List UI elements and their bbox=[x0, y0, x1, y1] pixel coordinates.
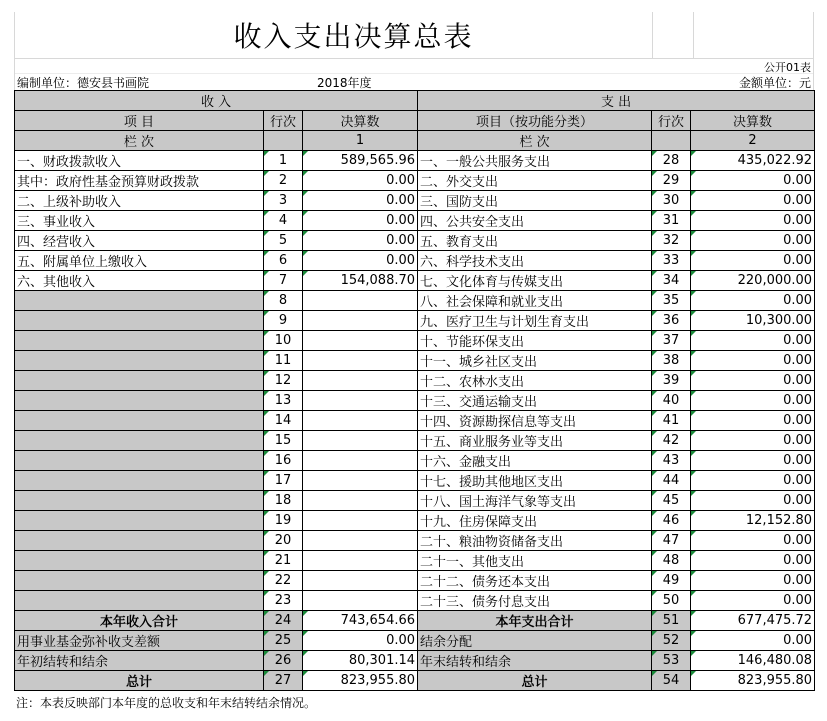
expense-row-number[interactable]: 35 bbox=[652, 291, 691, 311]
income-amount[interactable] bbox=[303, 591, 418, 611]
expense-item[interactable]: 十二、农林水支出 bbox=[418, 371, 652, 391]
expense-header[interactable]: 支 出 bbox=[418, 91, 815, 111]
expense-row-number[interactable]: 50 bbox=[652, 591, 691, 611]
income-row-number[interactable]: 5 bbox=[264, 231, 303, 251]
table-row bbox=[15, 211, 815, 231]
income-row-number[interactable]: 20 bbox=[264, 531, 303, 551]
table-row bbox=[15, 391, 815, 411]
income-amount[interactable]: 0.00 bbox=[303, 191, 418, 211]
title-cell[interactable] bbox=[15, 12, 653, 58]
income-amount[interactable] bbox=[303, 511, 418, 531]
expense-item[interactable]: 九、医疗卫生与计划生育支出 bbox=[418, 311, 652, 331]
income-amount[interactable]: 589,565.96 bbox=[303, 151, 418, 171]
expense-item[interactable]: 十三、交通运输支出 bbox=[418, 391, 652, 411]
expense-amount[interactable]: 0.00 bbox=[691, 411, 815, 431]
expense-amount[interactable]: 0.00 bbox=[691, 211, 815, 231]
expense-amount[interactable]: 0.00 bbox=[691, 571, 815, 591]
expense-item[interactable]: 十七、援助其他地区支出 bbox=[418, 471, 652, 491]
expense-row-number[interactable]: 53 bbox=[652, 651, 691, 671]
income-amount[interactable]: 0.00 bbox=[303, 211, 418, 231]
expense-item[interactable]: 二十三、债务付息支出 bbox=[418, 591, 652, 611]
expense-item[interactable]: 十四、资源勘探信息等支出 bbox=[418, 411, 652, 431]
table-row bbox=[15, 251, 815, 271]
expense-item[interactable]: 五、教育支出 bbox=[418, 231, 652, 251]
expense-item[interactable]: 七、文化体育与传媒支出 bbox=[418, 271, 652, 291]
table-row bbox=[15, 431, 815, 451]
form-code: 公开01表 bbox=[764, 61, 811, 74]
expense-item[interactable]: 六、科学技术支出 bbox=[418, 251, 652, 271]
expense-item[interactable]: 十五、商业服务业等支出 bbox=[418, 431, 652, 451]
summary-row bbox=[15, 651, 815, 671]
table-row bbox=[15, 311, 815, 331]
expense-row-number[interactable]: 42 bbox=[652, 431, 691, 451]
table-row bbox=[15, 571, 815, 591]
summary-row bbox=[15, 631, 815, 651]
expense-row-number[interactable]: 40 bbox=[652, 391, 691, 411]
income-row-number[interactable]: 9 bbox=[264, 311, 303, 331]
income-item[interactable]: 二、上级补助收入 bbox=[15, 191, 264, 211]
table-row bbox=[15, 551, 815, 571]
income-row-number[interactable]: 7 bbox=[264, 271, 303, 291]
table-row bbox=[15, 171, 815, 191]
budget-table bbox=[14, 90, 815, 691]
income-header[interactable]: 收 入 bbox=[15, 91, 418, 111]
form-code-row bbox=[15, 59, 813, 74]
expense-item[interactable]: 八、社会保障和就业支出 bbox=[418, 291, 652, 311]
unit-label: 编制单位：德安县书画院 bbox=[17, 75, 150, 90]
income-amount[interactable]: 743,654.66 bbox=[303, 611, 418, 631]
expense-amount[interactable]: 0.00 bbox=[691, 251, 815, 271]
expense-amount[interactable]: 0.00 bbox=[691, 591, 815, 611]
empty-cell[interactable] bbox=[264, 131, 303, 151]
income-item[interactable]: 五、附属单位上缴收入 bbox=[15, 251, 264, 271]
expense-item[interactable]: 四、公共安全支出 bbox=[418, 211, 652, 231]
income-item[interactable] bbox=[15, 571, 264, 591]
income-amount[interactable]: 0.00 bbox=[303, 251, 418, 271]
income-row-number[interactable]: 10 bbox=[264, 331, 303, 351]
income-row-number[interactable]: 25 bbox=[264, 631, 303, 651]
expense-amount[interactable]: 220,000.00 bbox=[691, 271, 815, 291]
income-item[interactable] bbox=[15, 431, 264, 451]
empty-cell[interactable] bbox=[694, 12, 813, 58]
expense-amount[interactable]: 0.00 bbox=[691, 491, 815, 511]
income-amount[interactable] bbox=[303, 531, 418, 551]
expense-amount[interactable]: 0.00 bbox=[691, 431, 815, 451]
year-label: 2018年度 bbox=[317, 75, 372, 90]
section-header-row bbox=[15, 91, 815, 111]
income-item[interactable]: 三、事业收入 bbox=[15, 211, 264, 231]
income-row-number[interactable]: 1 bbox=[264, 151, 303, 171]
table-row bbox=[15, 151, 815, 171]
expense-item[interactable]: 十九、住房保障支出 bbox=[418, 511, 652, 531]
expense-row-number[interactable]: 48 bbox=[652, 551, 691, 571]
income-item[interactable] bbox=[15, 351, 264, 371]
title-row bbox=[15, 12, 813, 59]
expense-row-number[interactable]: 33 bbox=[652, 251, 691, 271]
income-item[interactable]: 四、经营收入 bbox=[15, 231, 264, 251]
income-row-number[interactable]: 2 bbox=[264, 171, 303, 191]
expense-summary-item[interactable]: 总计 bbox=[418, 671, 652, 691]
income-row-number[interactable]: 22 bbox=[264, 571, 303, 591]
table-row bbox=[15, 291, 815, 311]
income-item[interactable]: 一、财政拨款收入 bbox=[15, 151, 264, 171]
expense-item[interactable]: 十、节能环保支出 bbox=[418, 331, 652, 351]
table-row bbox=[15, 331, 815, 351]
income-row-number[interactable]: 4 bbox=[264, 211, 303, 231]
expense-amount[interactable]: 823,955.80 bbox=[691, 671, 815, 691]
income-amount[interactable] bbox=[303, 551, 418, 571]
col-number-1[interactable]: 1 bbox=[303, 131, 418, 151]
income-item[interactable] bbox=[15, 491, 264, 511]
footer-note: 注：本表反映部门本年度的总收支和年末结转结余情况。 bbox=[16, 696, 317, 710]
summary-row bbox=[15, 671, 815, 691]
expense-amount[interactable]: 435,022.92 bbox=[691, 151, 815, 171]
col-number-2[interactable]: 2 bbox=[691, 131, 815, 151]
income-item[interactable] bbox=[15, 311, 264, 331]
expense-amount[interactable]: 0.00 bbox=[691, 531, 815, 551]
expense-amount[interactable]: 0.00 bbox=[691, 231, 815, 251]
income-row-number[interactable]: 19 bbox=[264, 511, 303, 531]
expense-item[interactable]: 二十、粮油物资储备支出 bbox=[418, 531, 652, 551]
col-expense-item[interactable]: 项目（按功能分类） bbox=[418, 111, 652, 131]
income-amount[interactable]: 0.00 bbox=[303, 231, 418, 251]
table-row bbox=[15, 471, 815, 491]
col-row[interactable]: 行次 bbox=[652, 111, 691, 131]
expense-row-number[interactable]: 49 bbox=[652, 571, 691, 591]
expense-amount[interactable]: 12,152.80 bbox=[691, 511, 815, 531]
income-item[interactable]: 六、其他收入 bbox=[15, 271, 264, 291]
table-row bbox=[15, 411, 815, 431]
income-row-number[interactable]: 14 bbox=[264, 411, 303, 431]
lanci-label[interactable]: 栏 次 bbox=[15, 131, 264, 151]
expense-row-number[interactable]: 41 bbox=[652, 411, 691, 431]
expense-item[interactable]: 三、国防支出 bbox=[418, 191, 652, 211]
income-item[interactable] bbox=[15, 371, 264, 391]
expense-item[interactable]: 二十一、其他支出 bbox=[418, 551, 652, 571]
expense-amount[interactable]: 0.00 bbox=[691, 471, 815, 491]
income-amount[interactable]: 0.00 bbox=[303, 171, 418, 191]
report-sheet bbox=[14, 12, 814, 714]
income-row-number[interactable]: 15 bbox=[264, 431, 303, 451]
income-summary-item[interactable]: 年初结转和结余 bbox=[15, 651, 264, 671]
income-amount[interactable] bbox=[303, 311, 418, 331]
income-row-number[interactable]: 16 bbox=[264, 451, 303, 471]
col-amount[interactable]: 决算数 bbox=[303, 111, 418, 131]
expense-amount[interactable]: 0.00 bbox=[691, 451, 815, 471]
expense-row-number[interactable]: 31 bbox=[652, 211, 691, 231]
income-item[interactable]: 其中：政府性基金预算财政拨款 bbox=[15, 171, 264, 191]
table-row bbox=[15, 451, 815, 471]
expense-row-number[interactable]: 52 bbox=[652, 631, 691, 651]
income-item[interactable] bbox=[15, 551, 264, 571]
table-row bbox=[15, 491, 815, 511]
expense-row-number[interactable]: 34 bbox=[652, 271, 691, 291]
income-row-number[interactable]: 26 bbox=[264, 651, 303, 671]
income-row-number[interactable]: 24 bbox=[264, 611, 303, 631]
col-item[interactable]: 项 目 bbox=[15, 111, 264, 131]
expense-amount[interactable]: 0.00 bbox=[691, 371, 815, 391]
income-row-number[interactable]: 6 bbox=[264, 251, 303, 271]
income-summary-item[interactable]: 用事业基金弥补收支差额 bbox=[15, 631, 264, 651]
expense-amount[interactable]: 10,300.00 bbox=[691, 311, 815, 331]
table-row bbox=[15, 231, 815, 251]
lanci-row bbox=[15, 131, 815, 151]
expense-amount[interactable]: 146,480.08 bbox=[691, 651, 815, 671]
income-summary-item[interactable]: 总计 bbox=[15, 671, 264, 691]
income-row-number[interactable]: 21 bbox=[264, 551, 303, 571]
expense-row-number[interactable]: 44 bbox=[652, 471, 691, 491]
income-item[interactable] bbox=[15, 391, 264, 411]
income-row-number[interactable]: 8 bbox=[264, 291, 303, 311]
expense-row-number[interactable]: 46 bbox=[652, 511, 691, 531]
expense-amount[interactable]: 0.00 bbox=[691, 171, 815, 191]
income-amount[interactable] bbox=[303, 571, 418, 591]
expense-summary-item[interactable]: 结余分配 bbox=[418, 631, 652, 651]
expense-item[interactable]: 十一、城乡社区支出 bbox=[418, 351, 652, 371]
income-amount[interactable]: 154,088.70 bbox=[303, 271, 418, 291]
expense-row-number[interactable]: 51 bbox=[652, 611, 691, 631]
expense-summary-item[interactable]: 年末结转和结余 bbox=[418, 651, 652, 671]
expense-amount[interactable]: 0.00 bbox=[691, 191, 815, 211]
col-row[interactable]: 行次 bbox=[264, 111, 303, 131]
income-amount[interactable] bbox=[303, 451, 418, 471]
table-row bbox=[15, 511, 815, 531]
expense-amount[interactable]: 0.00 bbox=[691, 391, 815, 411]
income-amount[interactable] bbox=[303, 351, 418, 371]
table-row bbox=[15, 591, 815, 611]
income-summary-item[interactable]: 本年收入合计 bbox=[15, 611, 264, 631]
income-item[interactable] bbox=[15, 451, 264, 471]
income-row-number[interactable]: 18 bbox=[264, 491, 303, 511]
expense-item[interactable]: 二十二、债务还本支出 bbox=[418, 571, 652, 591]
income-row-number[interactable]: 13 bbox=[264, 391, 303, 411]
expense-row-number[interactable]: 36 bbox=[652, 311, 691, 331]
income-amount[interactable] bbox=[303, 291, 418, 311]
expense-amount[interactable]: 0.00 bbox=[691, 351, 815, 371]
col-amount[interactable]: 决算数 bbox=[691, 111, 815, 131]
table-row bbox=[15, 191, 815, 211]
expense-row-number[interactable]: 45 bbox=[652, 491, 691, 511]
empty-cell[interactable] bbox=[652, 131, 691, 151]
expense-item[interactable]: 一、一般公共服务支出 bbox=[418, 151, 652, 171]
column-header-row bbox=[15, 111, 815, 131]
table-row bbox=[15, 371, 815, 391]
income-amount[interactable] bbox=[303, 431, 418, 451]
page-title: 收入支出决算总表 bbox=[233, 20, 474, 53]
income-row-number[interactable]: 11 bbox=[264, 351, 303, 371]
sheet-header bbox=[14, 12, 814, 90]
income-row-number[interactable]: 23 bbox=[264, 591, 303, 611]
expense-summary-item[interactable]: 本年支出合计 bbox=[418, 611, 652, 631]
expense-row-number[interactable]: 39 bbox=[652, 371, 691, 391]
income-item[interactable] bbox=[15, 471, 264, 491]
income-amount[interactable] bbox=[303, 411, 418, 431]
expense-amount[interactable]: 0.00 bbox=[691, 291, 815, 311]
money-unit-label: 金额单位：元 bbox=[738, 75, 811, 90]
expense-amount[interactable]: 0.00 bbox=[691, 631, 815, 651]
income-amount[interactable] bbox=[303, 471, 418, 491]
income-row-number[interactable]: 12 bbox=[264, 371, 303, 391]
expense-row-number[interactable]: 54 bbox=[652, 671, 691, 691]
income-item[interactable] bbox=[15, 411, 264, 431]
income-amount[interactable] bbox=[303, 371, 418, 391]
income-amount[interactable]: 823,955.80 bbox=[303, 671, 418, 691]
income-amount[interactable]: 0.00 bbox=[303, 631, 418, 651]
income-amount[interactable]: 80,301.14 bbox=[303, 651, 418, 671]
lanci-label[interactable]: 栏 次 bbox=[418, 131, 652, 151]
expense-row-number[interactable]: 28 bbox=[652, 151, 691, 171]
income-row-number[interactable]: 17 bbox=[264, 471, 303, 491]
table-row bbox=[15, 271, 815, 291]
expense-amount[interactable]: 0.00 bbox=[691, 331, 815, 351]
expense-item[interactable]: 二、外交支出 bbox=[418, 171, 652, 191]
income-row-number[interactable]: 27 bbox=[264, 671, 303, 691]
income-item[interactable] bbox=[15, 591, 264, 611]
expense-item[interactable]: 十六、金融支出 bbox=[418, 451, 652, 471]
table-row bbox=[15, 531, 815, 551]
expense-row-number[interactable]: 47 bbox=[652, 531, 691, 551]
expense-row-number[interactable]: 38 bbox=[652, 351, 691, 371]
income-item[interactable] bbox=[15, 331, 264, 351]
summary-row bbox=[15, 611, 815, 631]
expense-amount[interactable]: 0.00 bbox=[691, 551, 815, 571]
meta-row bbox=[15, 74, 813, 90]
expense-amount[interactable]: 677,475.72 bbox=[691, 611, 815, 631]
income-item[interactable] bbox=[15, 531, 264, 551]
income-item[interactable] bbox=[15, 511, 264, 531]
income-amount[interactable] bbox=[303, 391, 418, 411]
income-amount[interactable] bbox=[303, 331, 418, 351]
empty-cell[interactable] bbox=[653, 12, 694, 58]
income-row-number[interactable]: 3 bbox=[264, 191, 303, 211]
expense-row-number[interactable]: 32 bbox=[652, 231, 691, 251]
expense-row-number[interactable]: 37 bbox=[652, 331, 691, 351]
expense-row-number[interactable]: 29 bbox=[652, 171, 691, 191]
expense-row-number[interactable]: 43 bbox=[652, 451, 691, 471]
expense-row-number[interactable]: 30 bbox=[652, 191, 691, 211]
table-row bbox=[15, 351, 815, 371]
income-amount[interactable] bbox=[303, 491, 418, 511]
expense-item[interactable]: 十八、国土海洋气象等支出 bbox=[418, 491, 652, 511]
income-item[interactable] bbox=[15, 291, 264, 311]
